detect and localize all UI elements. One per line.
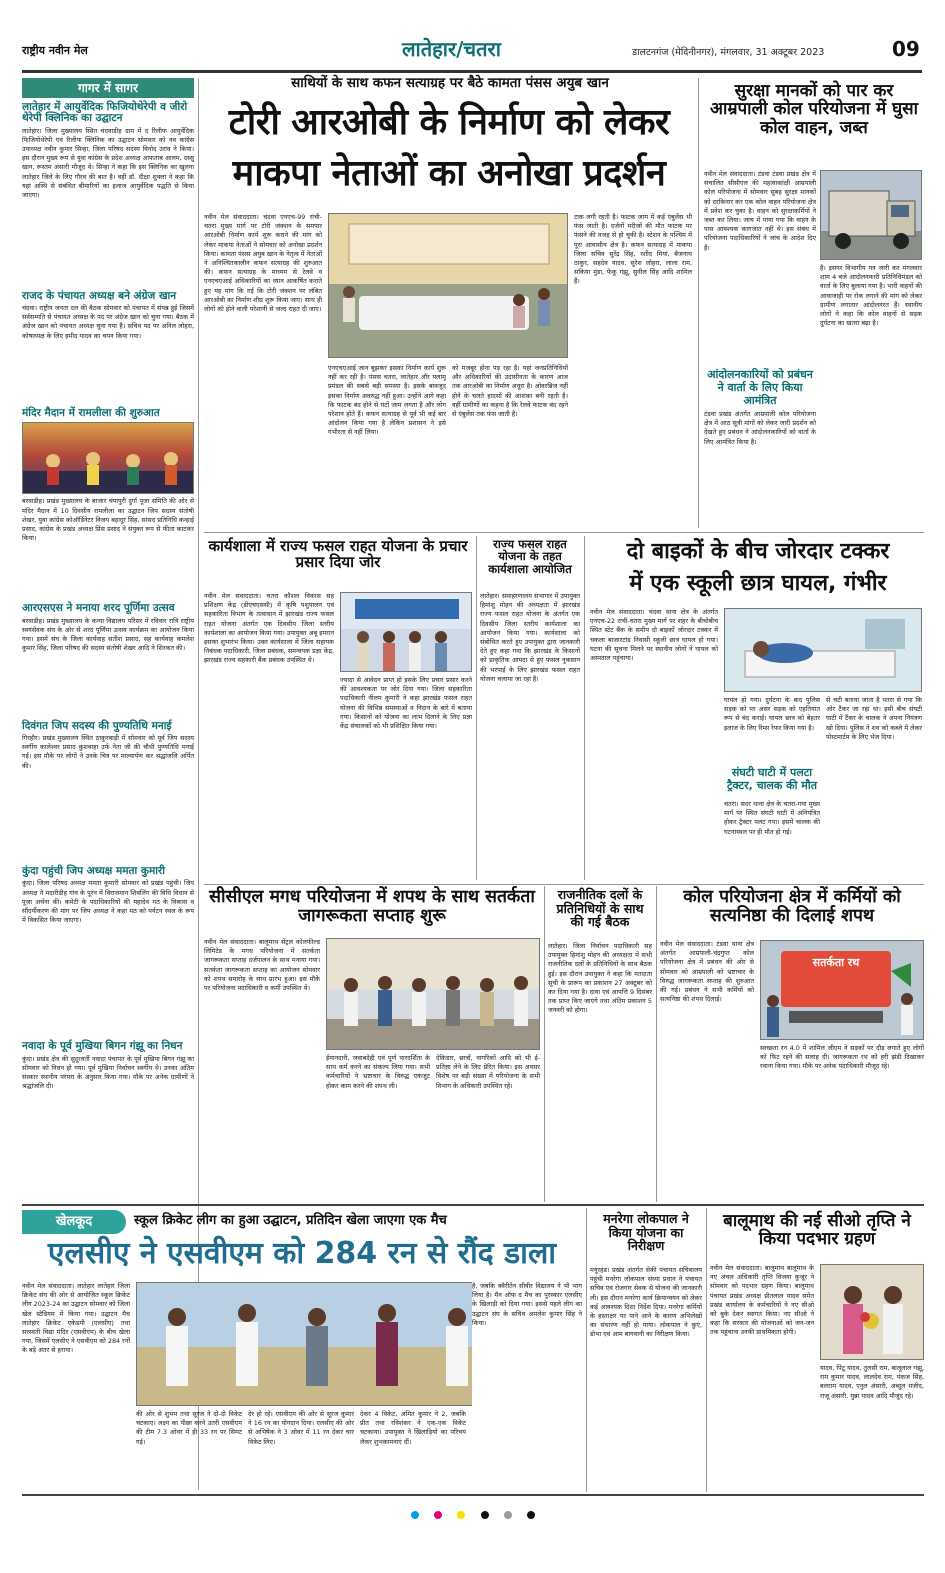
registration-dot — [457, 1511, 465, 1519]
lead-protest-photo — [328, 213, 568, 358]
integrity-photo-banner: सतर्कता रथ — [812, 956, 860, 969]
accident-text-4: से चटी बताया जाता है पतरा से गया कि ओर टैंकर जा रहा था। इसी बीच संघटी घाटी में टैंकर के चालक ने अपना नियंत्रण खो दिया। पुलिस ने शव को कब्जे में लेकर पोस्टमार्टम के लिए भेज दिया। — [826, 696, 922, 741]
scheme-text: लातेहार। समाहरणालय सभागार में उपायुक्त हिमांशु मोहन की अध्यक्षता में झारखंड राज्य फसल राहत योजना के अंतर्गत एक दिवसीय जिला स्तरीय कार्यशाला का आयोजन किया गया। कार्यशाला को संबोधित करते हुए उपायुक्त द्वारा जानकारी देते हुए कहा गया कि झारखंड के किसानों को प्राकृतिक आपदा से हुए फसल नुकसान की भरपाई के लिए झारखंड फसल राहत योजना चलाया जा रहा है। — [480, 592, 580, 683]
sports-text-3: देर हो रहे। एसवीएम की ओर से सूरज कुमार ने 16 रन का योगदान दिया। एलसीए की ओर से अभिषेक ने 3 ओवर में 11 रन देकर चार विकेट लिए। — [248, 1410, 354, 1446]
accident-headline-1: दो बाइकों के बीच जोरदार टक्कर — [626, 539, 890, 564]
sports-text-2: की ओर से शुभम तथा सूरज ने दो-दो विकेट चटकाए। लक्ष्य का पीछा करने उतरी एसवीएम की टीम 7.3 ओवर में ही 33 रन पर सिमट गई। — [136, 1410, 242, 1446]
brief-2-text: चंदवा। राष्ट्रीय जनता दल की बैठक सोमवार को पंचायत में संपन्न हुई जिसमें सर्वसम्मति से पंचायत अध्यक्ष के पद पर अंग्रेज खान को चुना गया। बैठक में अंग्रेज खान को पंचायत अध्यक्ष चुना गया है। सचिव पद पर अनिल लोहरा, कोषाध्यक्ष के लिए हमीद यादव का चयन किया गया। — [22, 303, 194, 340]
sports-tag — [22, 1210, 126, 1234]
integrity-text-1: नवीन मेल संवाददाता। टंडवा थाना क्षेत्र अंतर्गत आम्रपाली-चंद्रगुप्त कोल परियोजना क्षेत्र में प्रबंधन की ओर से सोमवार को आम्रपाली को भ्रष्टाचार के विरुद्ध जागरूकता सप्ताह की शुरुआत की गई। प्रबंधन ने सभी कर्मियों को सत्यनिष्ठा की शपथ दिलाई। — [660, 940, 754, 1004]
color-registration-bar — [22, 1504, 924, 1524]
lead-headline-2: माकपा नेताओं का अनोखा प्रदर्शन — [232, 153, 666, 194]
brief-7-headline: नवादा के पूर्व मुखिया बिगन गंझू का निधन — [22, 1040, 183, 1053]
ccl-text-3: देकिडार, छात्रों, नागरिकों आदि को भी ई-प्रतिज्ञा लेने के लिए प्रेरित किया। इस अवसर विशेष पर बड़ी संख्या में परियोजना के सभी विभाग के अधिकारी उपस्थित रहे। — [436, 1054, 540, 1090]
registration-dot — [434, 1511, 442, 1519]
ccl-headline: सीसीएल मगध परियोजना में शपथ के साथ सतर्कता जागरूकता सप्ताह शुरू — [209, 887, 535, 926]
sports-text-1: नवीन मेल संवाददाता। लातेहार लातेहार जिला क्रिकेट संघ की ओर से आयोजित स्कूल क्रिकेट लीग 2023-24 का उद्घाटन सोमवार को जिला खेल स्टेडियम में किया गया। उद्घाटन मैच लातेहार क्रिकेट एकेडमी (एलसीए) तथा सरस्वती विद्या मंदिर (एसवीएम) के बीच खेला गया, जिसमें एलसीए ने एसवीएम को 284 रनों के बड़े अंतर से हराया। — [22, 1282, 130, 1355]
brief-4-text: बरवाडीह। प्रखंड मुख्यालय के कन्या विद्यालय परिसर में रविवार रात्रि राष्ट्रीय स्वयंसेवक संघ के ओर से शरद पूर्णिमा उत्सव कार्यक्रम का आयोजन किया गया। इसमें संघ के जिला कार्यवाह सतीश प्रसाद, सह कार्यवाह कमलेश कुमार सिंह, जिला परिषद की सदस्य संतोषी शेखर आदि ने शिरकत की। — [22, 616, 194, 653]
ccl-rule — [544, 886, 545, 1202]
lead-kicker: साथियों के साथ कफन सत्याग्रह पर बैठे कामता पंसस अयुब खान — [291, 75, 609, 91]
registration-dot — [527, 1511, 535, 1519]
ccl-oath-photo — [326, 938, 540, 1050]
sports-text-4: देकर 4 विकेट, अमित कुमार ने 2, जबकि प्रीत तथा रविशंकर ने एक-एक विकेट चटकाया। उपायुक्त ने खिलाड़ियों का परिचय लेकर शुभकामनाएं दीं। — [360, 1410, 466, 1446]
row-rule-2 — [204, 884, 924, 885]
lead-col-3: को मजबूर होना पड़ रहा है। यहां जनप्रतिनिधियों और अधिकारियों की उदासीनता के कारण आज तक आरओबी का निर्माण अधूरा है। ओवरब्रिज नहीं होने के चलते हादसों की आशंका बनी रहती है। वहीं ग्रामीणों का कहना है कि रेलवे फाटक बंद रहने से एंबुलेंस तक फंस जाती है। — [452, 364, 568, 419]
cdo-photo — [820, 1264, 924, 1360]
brief-7-text: कुंदा। प्रखंड क्षेत्र की सुदूरवर्ती नवादा पंचायत के पूर्व मुखिया बिगन गंझू का सोमवार को निधन हो गया। पूर्व मुखिया निर्वाचन स्वर्गीय थे। उनका अंतिम संस्कार स्थानीय परंपरा के अनुसार किया गया। मौके पर अनेक ग्रामीणों ने श्रद्धांजलि दी। — [22, 1054, 194, 1091]
column-rule — [198, 78, 199, 1490]
scheme-rule — [584, 536, 585, 880]
accident-headline-2: में एक स्कूली छात्र घायल, गंभीर — [629, 571, 887, 596]
section-title: लातेहार/चतरा — [402, 37, 501, 61]
brief-1-text: लातेहार। जिला मुख्यालय स्थित चंदवाडीह ग्राम में द रिलीफ आयुर्वेदिक फिजियोथेरेपी एवं रिलीफ क्लिनिक का उद्घाटन सोमवार को नव कांग्रेस उपाध्यक्ष नवीन कुमार सिन्हा, जिला परिषद सदस्य विनोद उरांव ने किया। इस दौरान मुख्य रूप से युवा कांग्रेस के प्रदेश अध्यक्ष आफताब आलम, दस्सु खान, रूस्तम अंसारी मौजूद थे। सिन्हा ने कहा कि इस क्लिनिक का खुलना लातेहार जिले के लिए गौरव की बात है। वहीं डॉ. दीक्षा शुक्ला ने कहा कि यहां अस्थि से संबंधित बीमारियों का इलाज आयुर्वेदिक पद्धति से किया जाएगा। — [22, 126, 194, 200]
left-column — [22, 78, 194, 1490]
brief-6-headline: कुंदा पहुंची जिप अध्यक्ष ममता कुमारी — [22, 864, 165, 877]
lead-right-rule — [698, 78, 699, 528]
dateline: डालटनगंज (मेदिनीनगर), मंगलवार, 31 अक्टूबर 2023 — [632, 47, 825, 58]
coal-subhead: आंदोलनकारियों को प्रबंधन ने वार्ता के लिए किया आमंत्रित — [707, 368, 813, 407]
accident-text-1: नवीन मेल संवाददाता। चंदवा थाना क्षेत्र के अंतर्गत एनएच-22 रांची-चतरा मुख्य मार्ग पर शहर के बीचोबीच स्थित स्टेट बैंक के समीप दो बाइकों जोरदार टक्कर में चकला बाजारटांड निवासी स्कूली छात्र घायल हो गया। घटना की सूचना मिलने पर स्थानीय लोगों ने घायल को अस्पताल पहुंचाया। — [590, 608, 718, 663]
workshop-text-1: नवीन मेल संवाददाता। चतरा कौशल विकास सह प्रशिक्षण केंद्र (डीएचएससी) में कृषि पशुपालन एवं सहकारिता विभाग के तत्वाधान में झारखंड राज्य फसल राहत योजना अंतर्गत एक दिवसीय जिला स्तरीय कार्यशाला का आयोजन किया गया। उपायुक्त अबू इमरान इसका शुभारंभ किया। उक्त कार्यशाला में जिला सहायक निबंधक पदाधिकारी, जिला प्रबंधक, समन्वयक प्रज्ञा केंद्र, झारखंड राज्य सहकारी बैंक प्रबंधक उपस्थित थे। — [204, 592, 334, 665]
mnrega-text: मयूरहंड। प्रखंड अंतर्गत सेकी पंचायत सचिवालय पहुंची मनरेगा लोकपाल संध्या प्रधान ने पंचायत सचिव एवं रोजगार सेवक से योजना की जानकारी ली। इस दौरान मनरेगा कार्य क्रियान्वयन को लेकर कई आवश्यक दिशा निर्देश दिया। मनरेगा कर्मियों के हस्ताक्षर पर पाने आने के कारण अभिलेखों का संधारण नहीं हो पाया। लोकपाल ने कुएं, डोभा एवं आम बागवानी का निरीक्षण किया। — [590, 1266, 702, 1339]
sports-kicker: स्कूल क्रिकेट लीग का हुआ उद्घाटन, प्रतिदिन खेला जाएगा एक मैच — [134, 1213, 447, 1228]
workshop-headline: कार्यशाला में राज्य फसल राहत योजना के प्रचार प्रसार दिया जोर — [208, 537, 468, 572]
brief-5-headline: दिवंगत जिप सदस्य की पुण्यतिथि मनाई — [22, 719, 172, 732]
lead-col-1: नवीन मेल संवाददाता। चंदवा एनएच-99 रांची-चतरा मुख्य मार्ग पर टोरी जंक्शन के समपार आरओबी निर्माण कार्य शुरू कराने की मांग को लेकर माकपा नेताओं ने सोमवार को अनोखा प्रदर्शन किया। कामता पंसस अयुब खान के नेतृत्व में नेताओं ने अनिश्चितकालीन कफन सत्याग्रह की शुरुआत की। कफन सत्याग्रह के माध्यम से रेलवे व एनएचएआई अधिकारियों का ध्यान आकर्षित कराते हुए यह मांग कि गई कि टोरी जंक्शन पर लंबित आरओबी का निर्माण शीघ्र शुरू किया जाए। साथ ही लोगों को होने वाली परेशानी से जल्द राहत दी जाए। — [204, 213, 322, 314]
accident-subhead: संघटी घाटी में पलटा ट्रैक्टर, चालक की मौत — [727, 766, 817, 792]
accident-text-3: चतरा। सदर थाना क्षेत्र के चतरा-गया मुख्य मार्ग पर स्थित संघटी घाटी में अनियंत्रित होकर ट्रैक्टर पलट गया। इसमें चालक की घटनास्थल पर ही मौत हो गई। — [724, 800, 820, 836]
integrity-headline: कोल परियोजना क्षेत्र में कर्मियों को सत्यनिष्ठा की दिलाई शपथ — [683, 887, 901, 926]
lead-col-4: टाक लगी रहती है। फाटक जाम में कई एंबुलेंस भी फंस जाती है। दर्जनों मरीजों की मौत फाटक पर फंसने की वजह से हो चुकी है। स्टेशन के पश्चिम में पूरा आवासीय क्षेत्र है। कफन सत्याग्रह में माकपा जिला सचिव सुरेंद्र सिंह, रशीद मियां, बैजनाथ ठाकुर, सहदेव यादव, सुरेश लोहरा, लाला राम, सकिया मुंडा, फेकू गंझू, सुनील सिंह आदि शामिल हैं। — [574, 213, 692, 286]
row-rule-1 — [204, 532, 924, 533]
cdo-text-2: यादव, पिंटू यादव, तुलसी राम, बालूलाल गंझू, राम कुमार यादव, लालदेव राम, पंकज सिंह, बलराम यादव, एनुल अंसारी, अब्दुल मजीद, राजू अंसारी, मुन्ना यादव आदि मौजूद रहे। — [820, 1364, 924, 1400]
workshop-text-2: ज्यादा से आवेदन प्राप्त हो इसके लिए प्रचार प्रसार करने की आवश्यकता पर जोर दिया गया। जिला सहकारिता पदाधिकारी नीलम कुमारी ने कहा झारखंड फसल राहत योजना की विभिन्न समस्याओं व निदान के बारे में बताया गया। किसानों को योजना का लाभ दिलाने के लिए प्रज्ञा केंद्र संचालकों को भी प्रशिक्षित किया गया। — [340, 676, 472, 731]
coal-text-2: है। इसपर विभागीय पत्र जारी कर मंगलवार शाम 4 बजे आदोलनकारी प्रतिनिधिमंडल को वार्ता के लिए बुलाया गया है। भारी वाहनों की आवाजाही पर रोक लगाने की मांग को लेकर ग्रामीण लगातार आंदोलनरत हैं। स्थानीय लोगों ने कहा कि कोल वाहनों से सड़क दुर्घटना का खतरा बढ़ा है। — [820, 264, 922, 328]
brief-2-headline: राजद के पंचायत अध्यक्ष बने अंग्रेज खान — [22, 289, 177, 302]
brief-banner: गागर में सागर — [22, 78, 194, 98]
registration-dot — [504, 1511, 512, 1519]
workshop-photo — [340, 592, 472, 672]
ccl-text-1: नवीन मेल संवाददाता। बालूमाथ सेंट्रल कोलफील्ड लिमिटेड के मगध परियोजना में सतर्कता जागरूकता सप्ताह दर्जपालन के साथ मनाया गया। सतर्कता जागरूकता सप्ताह का आयोजन सोमवार को शपथ समारोह के साथ प्रारंभ हुआ। इस मौके पर परियोजना पदाधिकारी व कर्मी उपस्थित थे। — [204, 938, 320, 993]
accident-photo — [724, 608, 922, 692]
coal-truck-photo — [820, 170, 922, 260]
sports-rule — [586, 1208, 587, 1492]
coal-text-3: टंडवा प्रखंड अंतर्गत आम्रपाली कोल परियोजना क्षेत्र में आठ सूत्री मांगों को लेकर जारी प्रदर्शन को देखते हुए प्रबंधन ने आंदोलनकारियों को वार्ता के लिए आमंत्रित किया है। — [704, 410, 816, 446]
brand-logo: राष्ट्रीय नवीन मेल — [22, 44, 88, 57]
meeting-rule — [656, 886, 657, 1202]
brief-3-headline: मंदिर मैदान में रामलीला की शुरुआत — [22, 406, 160, 419]
lead-headline-1: टोरी आरओबी के निर्माण को लेकर — [228, 102, 670, 143]
brief-6-text: कुंदा। जिला परिषद अध्यक्ष ममता कुमारी सोमवार को प्रखंड पहुंची। जिप अध्यक्ष ने मदारीडीह गांव के पूरन में विराजमान शिवलिंग की विधि विधान से पूजा अर्चना की। कमेटी के पदाधिकारियों की महादेव मठ के विकास व सौंदर्यीकरण की मांग पर जिप अध्यक्ष ने कहा मठ को पर्यटन स्थल के रूप में विकसित किया जाएगा। — [22, 879, 194, 925]
cdo-headline: बालूमाथ की नई सीओ तृप्ति ने किया पदभार ग्रहण — [723, 1211, 911, 1250]
brief-4-headline: आरएसएस ने मनाया शरद पूर्णिमा उत्सव — [22, 602, 175, 615]
masthead — [22, 35, 922, 67]
sports-tag-label: खेलकूद — [55, 1214, 93, 1229]
cdo-text-1: नवीन मेल संवाददाता। बालूमाथ बालूमाथ के नए अंचल अधिकारी तृप्ति विजया कुजूर ने सोमवार को पदभार ग्रहण किया। बालूमाथ पंचायत प्रखंड अध्यक्ष प्रीतलाल यादव समेत प्रखंड कार्यालय के कर्मचारियों ने नए सीओ को बुके देकर स्वागत किया। नए सीओ ने कहा कि सरकार की योजनाओं को जन-जन तक पहुंचाना उनकी प्राथमिकता होगी। — [710, 1264, 814, 1337]
integrity-text-2: स्वच्छता रन 4.0 में शामिल जीएम ने सड़कों पर दौड़ लगाते हुए लोगों को फिट रहने की सलाह दी। जागरूकता रथ को हरी झंडी दिखाकर रवाना किया गया। मौके पर अनेक पदाधिकारी मौजूद रहे। — [760, 1044, 924, 1071]
brief-1-headline: लातेहार में आयुर्वेदिक फिजियोथेरेपी व जीरो थेरेपी क्लिनिक का उद्घाटन — [22, 101, 188, 125]
integrity-rally-photo — [760, 940, 924, 1040]
mnrega-rule — [706, 1208, 707, 1492]
brief-3-text: बरवाडीह। प्रखंड मुख्यालय के बाजार चंपापुरी दुर्गा पूजा समिति की ओर से मंदिर मैदान में 10 दिवसीय रामलीला का उद्घाटन जिप सदस्य संतोषी शेखर, युवा कांग्रेस कोऑर्डिनेटर विजय बहादुर सिंह, सांसद प्रतिनिधि कन्हाई प्रसाद, कांग्रेस के प्रखंड अध्यक्ष प्रिंस प्रसाद ने संयुक्त रूप से फीता काटकर किया। — [22, 497, 194, 543]
sports-text-5: है, जबकि क्वैरीतेन सीवीर विद्यालय ने भी भाग लिया है। मैन ऑफ द मैच का पुरस्कार एलसीए के खिलाड़ी को दिया गया। इससे पहले लीग का उद्घाटन संघ के सचिव अमलेश कुमार सिंह ने किया। — [472, 1282, 582, 1490]
accident-text-2: घायल हो गया। दुर्घटना के बाद पुलिस सड़क को पर असर सड़क को एहतियात रूप से बंद कराई। घायल छात्र को बेहतर इलाज के लिए रिम्स रेफर किया गया है। — [724, 696, 820, 732]
meeting-headline: राजनीतिक दलों के प्रतिनिधियों के साथ की गई बैठक — [556, 887, 644, 929]
row-rule-3 — [22, 1204, 924, 1206]
ccl-text-2: ईमानदारी, जवाबदेही एवं पूर्ण पारदर्शिता के साथ कर्म करने का संकल्प लिया गया। सभी कर्मचारियों ने भ्रष्टाचार के विरुद्ध एकजुट होकर काम करने की शपथ ली। — [326, 1054, 430, 1090]
brief-5-text: गिरहौर। प्रखंड मुख्यालय स्थित ठाकुरबाड़ी में सोमवार को पूर्व जिप सदस्य स्वर्गीय कालेश्वर प्रसाद कुशवाहा उर्फ नेता जी की चौथी पुण्यतिथि मनाई गई। इस मौके पर लोगों ने उनके चित्र पर माल्यार्पण कर श्रद्धांजलि अर्पित की। — [22, 733, 194, 770]
lead-col-2: एनएचएआई जान बूझकर इसका निर्माण कार्य शुरू नहीं कर रही है। पंसस चतरा, लातेहार और पलामू प्रमंडल की सबसे बड़ी समस्या है। इसके बावजूद इसका निर्माण अवरुद्ध नहीं हुआ। उन्होंने आगे कहा कि फाटक बंद होने से घंटों जाम लगता है और लोग परेशान होते हैं। कफन सत्याग्रह से पूर्व भी कई बार आंदोलन किया गया है लेकिन प्रशासन ने इसे गंभीरता से नहीं लिया। — [328, 364, 446, 437]
workshop-text-1b — [204, 746, 334, 876]
masthead-rule — [22, 70, 922, 73]
workshop-rule — [476, 536, 477, 880]
coal-headline: सुरक्षा मानकों को पार कर आम्रपाली कोल परियोजना में घुसा कोल वाहन, जब्त — [709, 81, 919, 138]
footer-rule — [22, 1494, 924, 1496]
meeting-text: लातेहार। जिला निर्वाचन पदाधिकारी सह उपायुक्त हिमांशु मोहन की अध्यक्षता में सभी राजनीतिक दलों के प्रतिनिधियों के साथ बैठक हुई। इस दौरान उपायुक्त ने कहा कि मतदाता सूची के प्रारूप का प्रकाशन 27 अक्टूबर को कर दिया गया है। दावा एवं आपत्ति 9 दिसंबर तक प्राप्त किए जाएंगे तथा अंतिम प्रकाशन 5 जनवरी को होगा। — [548, 942, 652, 1015]
mnrega-headline: मनरेगा लोकपाल ने किया योजना का निरीक्षण — [603, 1211, 689, 1253]
registration-dot — [481, 1511, 489, 1519]
sports-headline: एलसीए ने एसवीएम को 284 रन से रौंद डाला — [47, 1236, 557, 1271]
coal-text-1: नवीन मेल संवाददाता। टंडवा टंडवा प्रखंड क्षेत्र में संचालित सीसीएल की महत्वाकांक्षी आम्रपाली कोल परियोजना में सोमवार सुबह सुरक्षा मानकों को दरकिनार कर एक कोल वाहन परियोजना क्षेत्र में प्रवेश कर चुका है। वाहन को सुरक्षाकर्मियों ने जब्त कर लिया। जांच में पाया गया कि वाहन के पास आवश्यक कागजात नहीं थे। इस संबंध में परियोजना पदाधिकारियों ने जांच के आदेश दिए हैं। — [704, 170, 816, 252]
ramleela-photo — [22, 422, 194, 494]
page-number: 09 — [892, 37, 920, 61]
scheme-headline: राज्य फसल राहत योजना के तहत कार्यशाला आयोजित — [488, 537, 572, 576]
registration-dot — [411, 1511, 419, 1519]
